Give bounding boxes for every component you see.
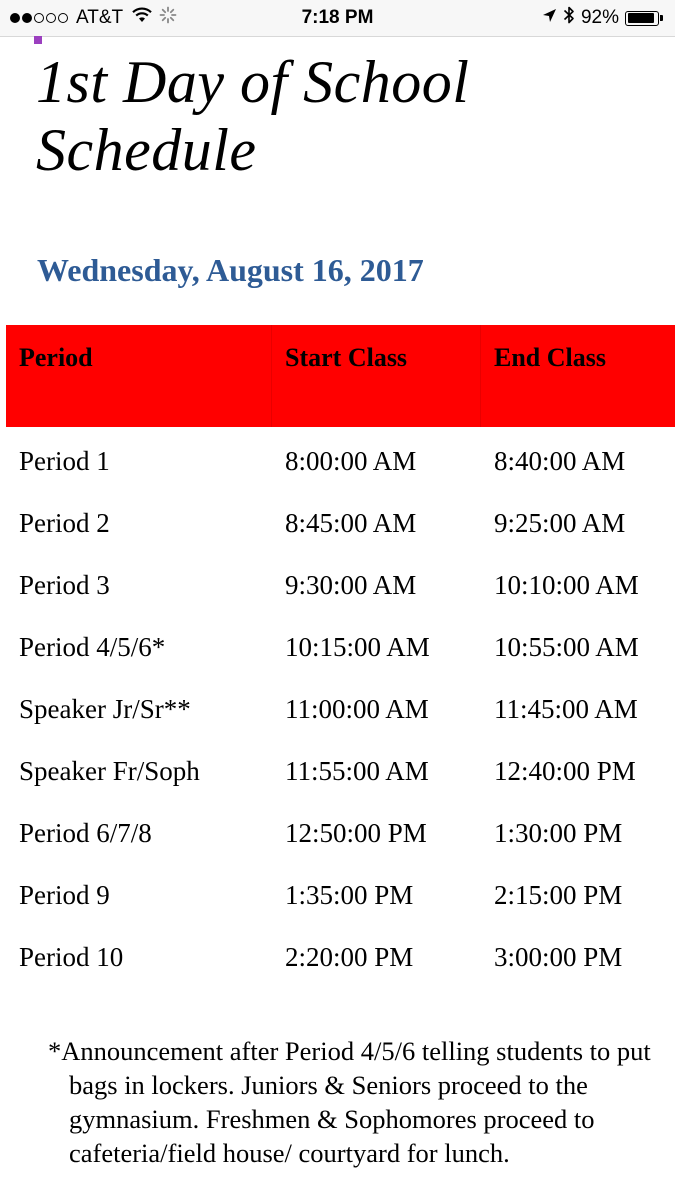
table-body — [6, 427, 675, 988]
title-line-1: 1st Day of School — [36, 49, 470, 115]
cell-start-time: 2:20:00 PM — [285, 942, 414, 972]
cell-period: Period 9 — [19, 880, 110, 910]
cell-start-time: 11:55:00 AM — [285, 756, 429, 786]
cell-period: Period 3 — [19, 570, 110, 600]
cell-start-time: 8:00:00 AM — [285, 446, 417, 476]
cell-start-time: 1:35:00 PM — [285, 880, 414, 910]
cell-period: Period 4/5/6* — [19, 632, 166, 662]
footnote: *Announcement after Period 4/5/6 telling students to put bags in lockers. Juniors & Seniors proceed to the gymnasium. Freshmen & Sophomores proceed to cafeteria/field house/ courtyard for lunch. — [48, 1036, 651, 1168]
table-row — [6, 430, 675, 492]
carrier-name: AT&T — [76, 7, 124, 28]
battery-fill — [628, 13, 655, 23]
cell-end-time: 8:40:00 AM — [494, 446, 626, 476]
status-bar — [0, 0, 675, 37]
status-time: 7:18 PM — [301, 7, 374, 28]
battery-icon — [625, 11, 663, 26]
cell-period: Period 10 — [19, 942, 124, 972]
document-date: Wednesday, August 16, 2017 — [37, 252, 424, 288]
cell-period: Speaker Jr/Sr** — [19, 694, 191, 724]
cell-end-time: 9:25:00 AM — [494, 508, 626, 538]
cell-start-time: 12:50:00 PM — [285, 818, 427, 848]
table-row — [6, 864, 675, 926]
cell-start-time: 8:45:00 AM — [285, 508, 417, 538]
location-arrow-icon — [542, 7, 557, 29]
cell-end-time: 2:15:00 PM — [494, 880, 623, 910]
cell-start-time: 10:15:00 AM — [285, 632, 430, 662]
battery-cap — [660, 15, 663, 21]
cell-period: Period 6/7/8 — [19, 818, 152, 848]
cell-end-time: 10:55:00 AM — [494, 632, 639, 662]
header-end-class: End Class — [494, 343, 606, 372]
battery-body — [625, 11, 659, 26]
cell-end-time: 11:45:00 AM — [494, 694, 638, 724]
cell-end-time: 12:40:00 PM — [494, 756, 636, 786]
table-row — [6, 926, 675, 988]
title-line-2: Schedule — [36, 117, 257, 183]
cell-period: Period 2 — [19, 508, 110, 538]
table-row — [6, 616, 675, 678]
table-row — [6, 802, 675, 864]
table-row — [6, 740, 675, 802]
table-row — [6, 678, 675, 740]
table-row — [6, 554, 675, 616]
text-cursor-marker — [34, 36, 42, 44]
status-right — [536, 6, 663, 30]
cell-start-time: 11:00:00 AM — [285, 694, 429, 724]
header-period: Period — [6, 325, 272, 427]
document-title — [36, 48, 636, 184]
cell-end-time: 1:30:00 PM — [494, 818, 623, 848]
cell-period: Speaker Fr/Soph — [19, 756, 200, 786]
cell-end-time: 3:00:00 PM — [494, 942, 623, 972]
cell-end-time: 10:10:00 AM — [494, 570, 639, 600]
schedule-table — [6, 325, 675, 988]
battery-percent: 92% — [580, 7, 619, 28]
header-start-class: Start Class — [272, 325, 481, 427]
table-header-row — [6, 325, 675, 427]
cell-period: Period 1 — [19, 446, 110, 476]
table-row — [6, 492, 675, 554]
bluetooth-icon — [563, 5, 575, 31]
cell-start-time: 9:30:00 AM — [285, 570, 417, 600]
